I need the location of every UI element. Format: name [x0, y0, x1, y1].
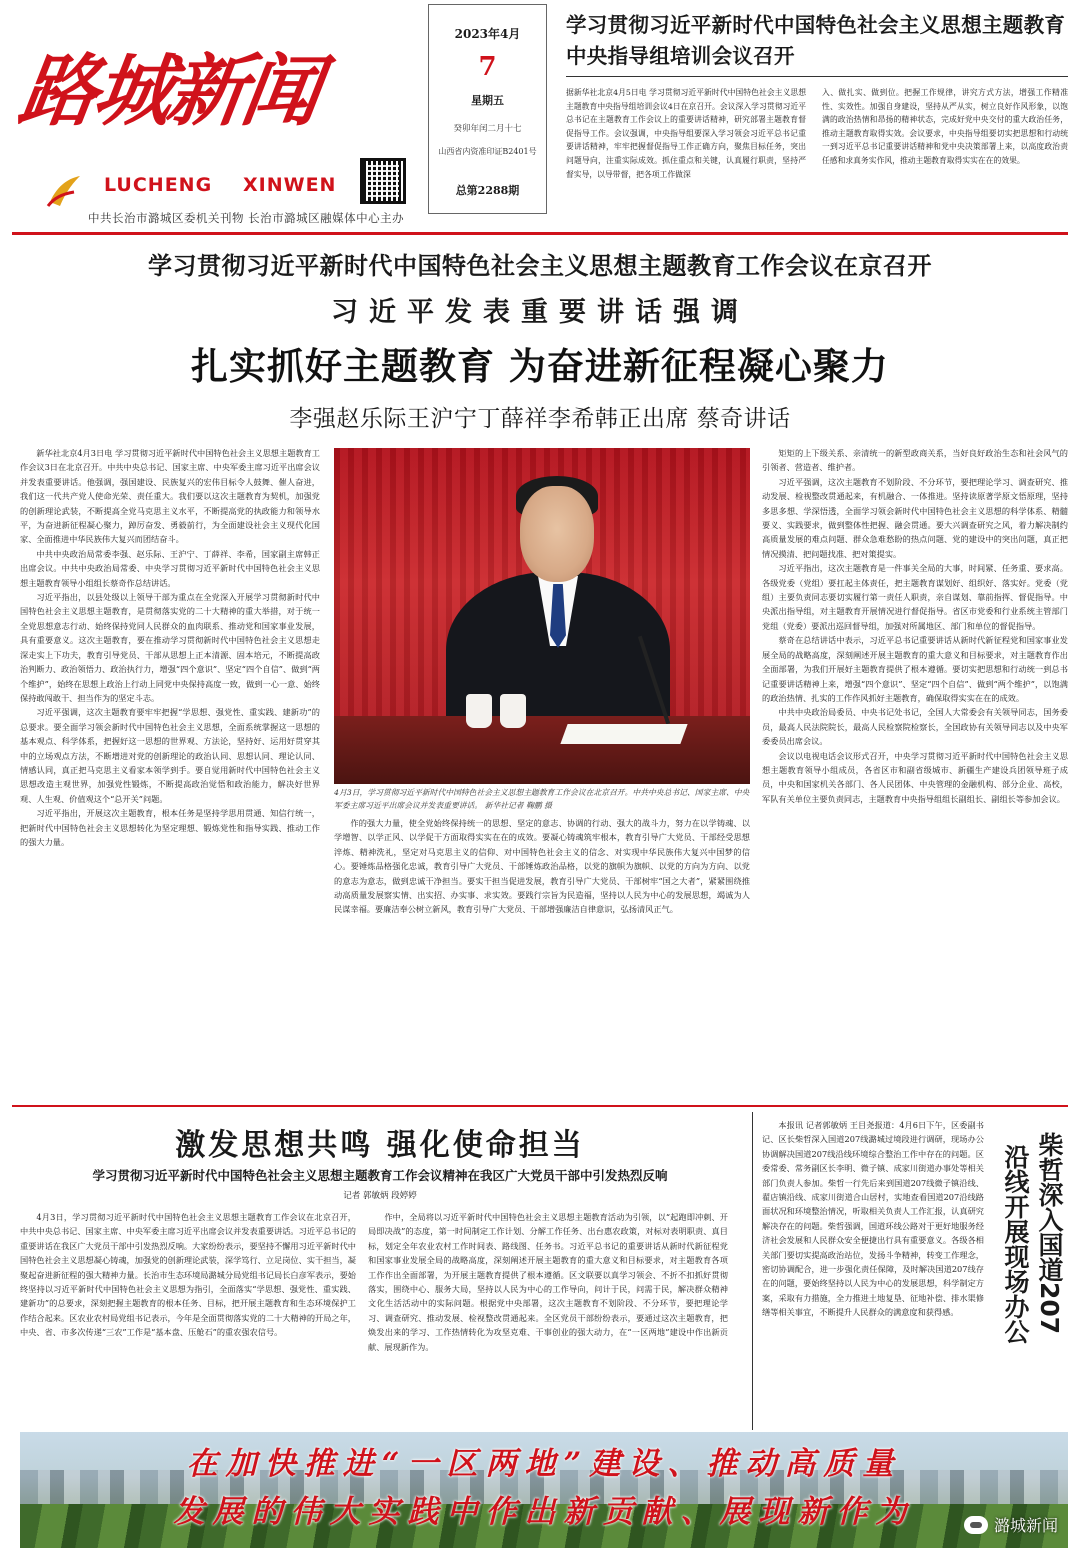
divider: [566, 76, 1068, 77]
divider: [752, 1112, 753, 1430]
top-right-column-1: 据新华社北京4月5日电 学习贯彻习近平新时代中国特色社会主义思想主题教育中央指导组培训会议4日在京召开。会议深入学习贯彻习近平总书记在主题教育工作会议上的重要讲话精神，研究部署主题教育督促指导工作。会议强调，中央指导组要深入学习领会习近平总书记重要讲话精神，牢牢把握督促指导工作正确方向，聚焦目标任务，突出问题导向，注重实际成效。抓住重点和关键，认真履行职责，坚持严督实导，以导带督，把各项工作做深: [566, 88, 806, 179]
date-lunar: 癸卯年闰二月十七: [453, 124, 522, 134]
lead-article-column-middle: [334, 816, 750, 1098]
banner-slogan-line-1: 在加快推进“一区两地”建设、推动高质量: [186, 1446, 902, 1482]
banner-slogan-line-2: 发展的伟大实践中作出新贡献、展现新作为: [173, 1494, 915, 1530]
wechat-watermark: [964, 1513, 1058, 1536]
divider: [12, 232, 1068, 235]
divider: [12, 1105, 1068, 1107]
lead-article-column-right: [762, 446, 1068, 1096]
article-paragraph: 矩矩的上下级关系、亲清统一的新型政商关系，当好良好政治生态和社会风气的引领者、营造者、维护者。: [762, 448, 1068, 473]
article-paragraph: 习近平指出，开展这次主题教育，根本任务是坚持学思用贯通、知信行统一，把新时代中国特色社会主义思想转化为坚定理想、锻炼党性和指导实践、推动工作的强大力量。: [20, 808, 320, 847]
lead-subhead: 李强赵乐际王沪宁丁薛祥李希韩正出席 蔡奇讲话: [289, 406, 791, 432]
article-paragraph: 习近平强调，这次主题教育不划阶段、不分环节，要把理论学习、调查研究、推动发展、检视整改贯通起来，有机融合、一体推进。坚持读原著学原文悟原理，坚持多思多想、学深悟透，全面学习领会新时代中国特色社会主义思想的科学体系、精髓要义、实践要求，做到整体性把握、融会贯通。要大兴调查研究之风，着力解决制约高质量发展的难点问题、群众急难愁盼的热点问题、党的建设中的突出问题，真正把情况摸清、把问题找准、把对策提实。: [762, 476, 1068, 559]
masthead-pinyin-lucheng: LUCHENG: [104, 174, 213, 196]
date-weekday: 星期五: [471, 94, 504, 107]
watermark-text: 潞城新闻: [993, 1516, 1058, 1535]
article-paragraph: 作的强大力量，使全党始终保持统一的思想、坚定的意志、协调的行动、强大的战斗力，努力在以学铸魂、以学增智、以学正风、以学促干方面取得实实在在的成效。要凝心铸魂筑牢根本，教育引导广大党员、干部经受思想淬炼、精神洗礼，坚定对马克思主义的信仰、对中国特色社会主义的信念、对实现中华民族伟大复兴中国梦的信心。要锤炼品格强化忠诚，教育引导广大党员、干部锤炼政治品格，以党的旗帜为旗帜、以党的方向为方向、以党的意志为意志，做到忠诚干净担当。要实干担当促进发展，教育引导广大党员、干部树牢“国之大者”，紧紧围绕推动高质量发展察实情、出实招、办实事、求实效。要践行宗旨为民造福，坚持以人民为中心的发展思想，竭诚为人民谋幸福。要廉洁奉公树立新风，教育引导广大党员、干部增强廉洁自律意识，弘扬清风正气。: [334, 818, 750, 915]
issue-number: 总第2288期: [455, 184, 520, 197]
photo-desk: [334, 716, 750, 784]
qr-code-icon[interactable]: [360, 158, 406, 204]
wechat-icon: [964, 1516, 988, 1534]
side-story-column: [762, 1118, 984, 1434]
article-paragraph: 中共中央政治局委员、中央书记处书记，全国人大常委会有关领导同志，国务委员，最高人民法院院长，最高人民检察院检察长，全国政协有关领导同志以及中央军委委员出席会议。: [762, 707, 1068, 747]
article-paragraph: 作中，全局将以习近平新时代中国特色社会主义思想主题教育活动为引领，以“起跑即冲刺、开局即决战”的态度，第一时间制定工作计划、分解工作任务、出台惠农政策，对标对表明职责、真目标，划定全年农业农村工作时间表、路线图、任务书。习近平总书记的重要讲话从新时代新征程党和国家事业发展全局的战略高度，深刻阐述开展主题教育的重大意义和目标要求，对主题教育各项工作作出全面部署，为开展主题教育提供了根本遵循。区文联要以真学习领会、不折不扣抓好贯彻落实，围绕中心、服务大局，坚持以人民为中心的工作导向，问计于民，问需于民，解决群众精神文化生活活动中的实际问题。根据党中央部署，这次主题教育不划阶段、不分环节，要把理论学习、调查研究、推动发展、检视整改贯通起来。全区党员干部纷纷表示，要通过这次主题教育，把焕发出来的学习、工作热情转化为攻坚克难、干事创业的强大动力，在“一区两地”建设中作出新贡献、展现新作为。: [368, 1212, 728, 1352]
article-paragraph: 本报讯 记者郭敏炳 王目尧报道：4月6日下午，区委副书记、区长柴哲深入国道207线潞城过境段进行调研，现场办公协调解决国道207线沿线环境综合整治工作中存在的问题。区委常委、常务副区长李明、微子镇、成家川街道办事处等相关部门负责人参加。柴哲一行先后来到国道207线微子镇沿线、翟店镇沿线、成家川街道合山居村，实地查看国道207沿线路面状况和环境整治情况，听取相关负责人工作汇报，认真研究解决存在的问题。柴哲强调，国道环线公路对于更好地服务经济社会发展和人民群众安全便捷出行具有重要意义。各级各相关部门要切实提高政治站位，发扬斗争精神，转变工作理念，密切协调配合，进一步强化责任保障，及时解决国道207线存在的问题，要始终坚持以人民为中心的发展思想，科学制定方案，采取有力措施，全力推进土地复垦、征地补偿、排水渠修缮等相关事宜，不断提升人民群众的满意度和获得感。: [762, 1120, 984, 1318]
slogan-banner: [20, 1432, 1068, 1548]
masthead-title: 路城新闻: [13, 46, 323, 137]
top-right-headline[interactable]: 学习贯彻习近平新时代中国特色社会主义思想主题教育中央指导组培训会议召开: [566, 13, 1066, 68]
article-paragraph: 蔡奇在总结讲话中表示，习近平总书记重要讲话从新时代新征程党和国家事业发展全局的战略高度，深刻阐述开展主题教育的重大意义和目标要求，对主题教育作出全面部署，为我们开展好主题教育提供了根本遵循。要切实把思想和行动统一到总书记重要讲话精神上来，增强“四个意识”、坚定“四个自信”、做到“两个维护”，以饱满的政治热情、扎实的工作作风抓好主题教育，确保取得实实在在的成效。: [762, 635, 1068, 703]
photo-speaker-face: [520, 486, 594, 582]
photo-teacup: [500, 694, 526, 728]
article-paragraph: 中共中央政治局常委李强、赵乐际、王沪宁、丁薛祥、李希，国家副主席韩正出席会议。中共中央政治局常委、中央学习贯彻习近平新时代中国特色社会主义思想主题教育领导小组组长蔡奇作总结讲话。: [20, 548, 320, 588]
publication-permit: 山西省内资准印证B2401号: [438, 147, 537, 156]
second-story-subhead: 学习贯彻习近平新时代中国特色社会主义思想主题教育工作会议精神在我区广大党员干部中引发热烈反响: [92, 1168, 668, 1183]
side-story-headline-line-2[interactable]: 沿线开展现场办公: [1001, 1144, 1030, 1344]
lead-kicker[interactable]: 学习贯彻习近平新时代中国特色社会主义思想主题教育工作会议在京召开: [148, 252, 932, 280]
photo-caption: 4月3日，学习贯彻习近平新时代中国特色社会主义思想主题教育工作会议在北京召开。中共中央总书记、国家主席、中央军委主席习近平出席会议并发表重要讲话。 新华社记者 鞠鹏 摄: [334, 788, 750, 810]
photo-document: [560, 724, 687, 744]
side-story-headline-line-1[interactable]: 柴哲深入国道207: [1035, 1132, 1064, 1335]
lead-deck[interactable]: 习近平发表重要讲话强调: [331, 297, 749, 328]
lead-photo[interactable]: [334, 448, 750, 784]
lead-article-column-left: [20, 446, 320, 1096]
article-paragraph: 4月3日，学习贯彻习近平新时代中国特色社会主义思想主题教育工作会议在北京召开，中共中央总书记、国家主席、中央军委主席习近平出席会议并发表重要讲话。习近平总书记的重要讲话在我区广大党员干部中引发热烈反响。大家纷纷表示，要坚持不懈用习近平新时代中国特色社会主义思想凝心铸魂，加强党的创新理论武装，深学笃行、立足岗位、实干担当，凝聚起奋进新征程的强大精神力量。长治市生态环境局潞城分局党组书记局长白彦军表示，要始终坚持以习近平新时代中国特色社会主义思想为指引，全面落实“学思想、强党性、重实践、建新功”的总要求，深刻把握主题教育的根本任务、目标，把开展主题教育和生态环境保护工作结合起来。区农业农村局党组书记表示，今年是全面贯彻落实党的二十大精神的开局之年，中央、省、市多次传递“三农”工作是“基本盘、压舱石”的重农强农信号。: [20, 1212, 356, 1338]
second-story-column-2: [368, 1210, 728, 1432]
date-year-month: 2023年4月: [454, 27, 521, 41]
newspaper-logo-icon: [44, 172, 84, 212]
article-paragraph: 习近平强调，这次主题教育要牢牢把握“学思想、强党性、重实践、建新功”的总要求。要全面学习领会新时代中国特色社会主义思想，全面系统掌握这一思想的基本观点、科学体系，把握好这一思想的世界观、方法论，坚持好、运用好贯穿其中的立场观点方法，不断增进对党的创新理论的政治认同、思想认同、理论认同、情感认同，真正把马克思主义看家本领学到手。要自觉用新时代中国特色社会主义思想改造主观世界，加强党性锻炼，不断提高政治觉悟和政治能力，解决好世界观、人生观、价值观这个“总开关”问题。: [20, 707, 320, 804]
masthead-sponsor: 中共长治市潞城区委机关刊物 长治市潞城区融媒体中心主办: [88, 211, 405, 225]
masthead-pinyin-xinwen: XINWEN: [243, 174, 337, 196]
second-story-byline: 记者 郭敏炳 段婷婷: [343, 1191, 417, 1201]
article-paragraph: 习近平指出，以县处级以上领导干部为重点在全党深入开展学习贯彻新时代中国特色社会主义思想主题教育，是贯彻落实党的二十大精神的重大举措，对于统一全党思想意志行动、始终保持党同人民群众的血肉联系、推动党和国家事业发展，具有重要意义。这次主题教育，要在推动学习贯彻新时代中国特色社会主义思想走深走实上下功夫，教育引导党员、干部从思想上正本清源、固本培元，不断提高政治判断力、政治领悟力、政治执行力，增强“四个意识”、坚定“四个自信”、做到“两个维护”，始终在思想上政治上行动上同党中央保持高度一致，做到一心一意、始终保持敢闯敢干、担当作为的坚定斗志。: [20, 592, 320, 703]
top-right-column-2: 入、做扎实、做到位。把握工作规律，讲究方式方法，增强工作精准性、实效性。加强自身建设，坚持从严从实，树立良好作风形象，以饱满的政治热情和昂扬的精神状态，完成好党中央交付的重大政治任务，推动主题教育取得实效。会议要求，中央指导组要切实把思想和行动统一到习近平总书记重要讲话精神和党中央决策部署上来，以高度政治责任感和求真务实作风，推动主题教育取得实实在在的效果。: [822, 88, 1068, 165]
date-day: 7: [478, 52, 497, 82]
second-story-headline[interactable]: 激发思想共鸣 强化使命担当: [175, 1128, 585, 1163]
photo-teacup: [466, 694, 492, 728]
second-story-column-1: [20, 1210, 356, 1432]
article-paragraph: 会议以电视电话会议形式召开，中央学习贯彻习近平新时代中国特色社会主义思想主题教育领导小组成员，各省区市和副省级城市、新疆生产建设兵团领导班子成员，中央和国家机关各部门、各人民团体、中央管理的金融机构、部分企业、高校，军队有关单位主要负责同志，主题教育中央指导组组长副组长、副组长等参加会议。: [762, 750, 1068, 804]
article-paragraph: 习近平指出，这次主题教育是一件事关全局的大事，时间紧、任务重、要求高。各级党委（党组）要扛起主体责任，把主题教育谋划好、组织好、落实好。党委（党组）主要负责同志要切实履行第一责任人职责，亲自谋划、靠前指挥、督促指导。中央派出指导组，对主题教育开展情况进行督促指导。省区市党委和行业系统主管部门党组（党委）要派出巡回督导组，加强对所属地区、部门和单位的督促指导。: [762, 563, 1068, 631]
article-paragraph: 新华社北京4月3日电 学习贯彻习近平新时代中国特色社会主义思想主题教育工作会议3日在北京召开。中共中央总书记、国家主席、中央军委主席习近平出席会议并发表重要讲话。他强调，强国建设、民族复兴的宏伟目标令人鼓舞、催人奋进，我们这一代共产党人使命光荣、责任重大。我们要以这次主题教育为契机，加强党的创新理论武装，不断提高全党马克思主义水平，不断提高党的执政能力和领导水平，为奋进新征程凝心聚力，踔厉奋发、勇毅前行，为全面建设社会主义现代化国家、全面推进中华民族伟大复兴而团结奋斗。: [20, 448, 320, 545]
lead-headline[interactable]: 扎实抓好主题教育 为奋进新征程凝心聚力: [191, 345, 889, 388]
